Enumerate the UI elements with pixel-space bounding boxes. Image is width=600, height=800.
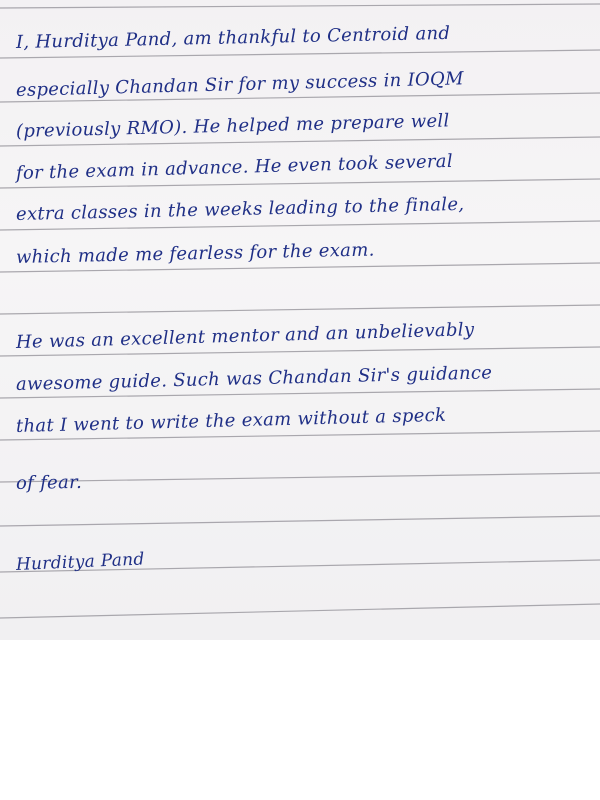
letter-line: I, Hurditya Pand, am thankful to Centroid and (15, 22, 451, 53)
letter-line: He was an excellent mentor and an unbelievably (15, 319, 475, 353)
rule-line (0, 473, 600, 482)
rule-line (0, 516, 600, 526)
letter-line: for the exam in advance. He even took several (15, 150, 454, 184)
letter-line: (previously RMO). He helped me prepare well (15, 110, 450, 142)
signature: Hurditya Pand (15, 549, 146, 575)
letter-line: awesome guide. Such was Chandan Sir's guidance (15, 362, 493, 395)
blank-area (0, 640, 600, 800)
letter-line: which made me fearless for the exam. (15, 239, 375, 268)
letter-line: especially Chandan Sir for my success in IOQM (15, 68, 465, 101)
letter-line: that I went to write the exam without a speck (15, 404, 447, 437)
letter-line: of fear. (15, 471, 83, 494)
letter-line: extra classes in the weeks leading to the finale, (15, 193, 465, 225)
rule-line (0, 4, 600, 8)
rule-line (0, 305, 600, 314)
rule-line (0, 604, 600, 618)
